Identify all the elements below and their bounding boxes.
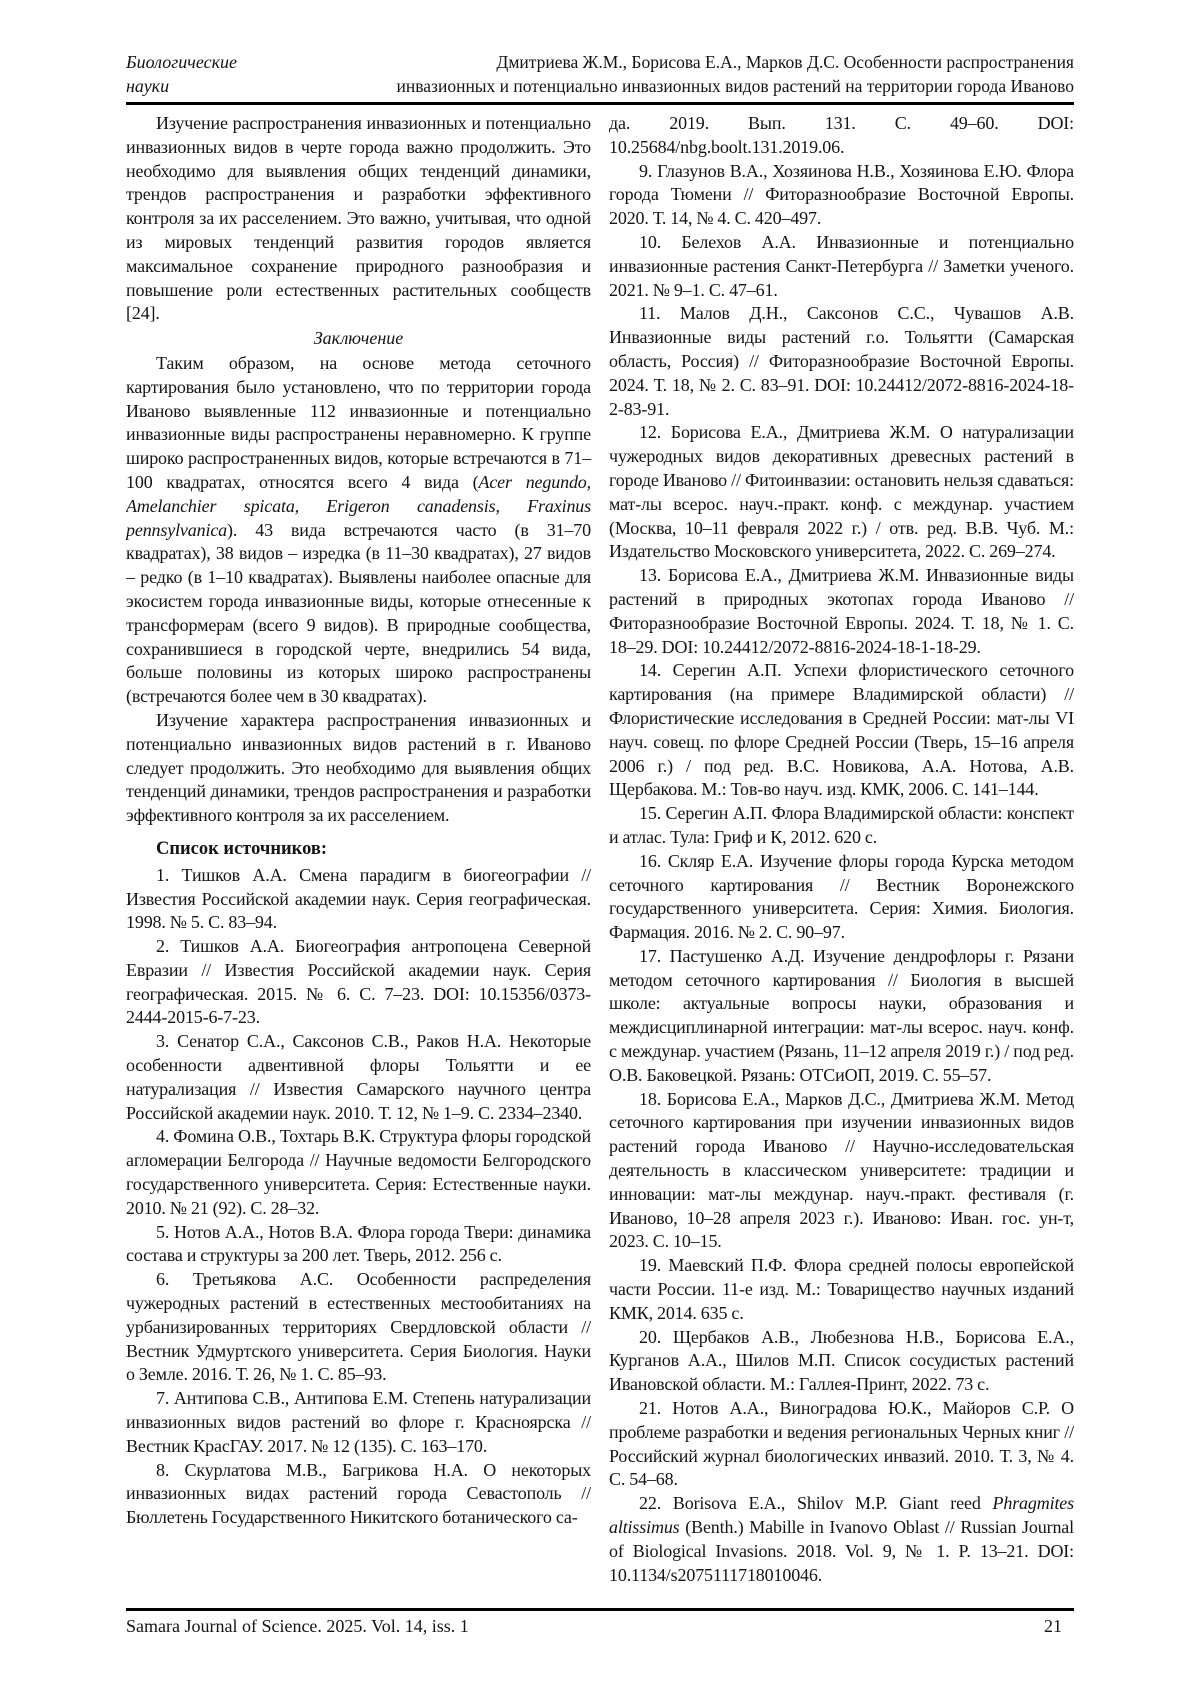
reference-item: 9. Глазунов В.А., Хозяинова Н.В., Хозяинова Е.Ю. Флора города Тюмени // Фиторазнообразие Восточной Европы. 2020. Т. 14, № 4. С. 420–497. — [609, 160, 1074, 229]
reference-item: 21. Нотов А.А., Виноградова Ю.К., Майоров С.Р. О проблеме разработки и ведения региональных Черных книг // Российский журнал биологических инвазий. 2010. Т. 3, № 4. С. 54–68. — [609, 1398, 1074, 1490]
reference-item: 15. Серегин А.П. Флора Владимирской области: конспект и атлас. Тула: Гриф и К, 2012. 620 с. — [609, 803, 1074, 847]
reference-item: 14. Серегин А.П. Успехи флористического сеточного картирования (на примере Владимирской области) // Флористические исследования в Средней России: мат-лы VI науч. совещ. по флоре Средней России (Тверь, 15–16 апреля 2006 г.) / под ред. В.С. Новикова, А.А. Нотова, А.В. Щербакова. М.: Тов-во науч. изд. КМК, 2006. С. 141–144. — [609, 660, 1074, 800]
reference-item: 20. Щербаков А.В., Любезнова Н.В., Борисова Е.А., Курганов А.А., Шилов М.П. Список сосудистых растений Ивановской области. М.: Галлея-Принт, 2022. 73 с. — [609, 1326, 1074, 1395]
reference-item — [609, 1492, 1074, 1587]
latin-species-name: Phragmites altissimus — [609, 1493, 1074, 1538]
paragraph: Изучение распространения инвазионных и потенциально инвазионных видов в черте города важно продолжить. Это необходимо для выявления общих тенденций динамики, трендов распространения и разработки эффективного контроля за их расселением. Это важно, учитывая, что одной из мировых тенденций развития городов является максимальное сохранение природного разнообразия и повышение роли естественных растительных сообществ [24]. — [126, 113, 591, 324]
header-title-line2: инвазионных и потенциально инвазионных видов растений на территории города Иваново — [396, 76, 1074, 96]
reference-item-continuation: да. 2019. Вып. 131. С. 49–60. DOI: 10.25684/nbg.boolt.131.2019.06. — [609, 113, 1074, 157]
reference-item: 7. Антипова С.В., Антипова Е.М. Степень натурализации инвазионных видов растений во флоре г. Красноярска // Вестник КрасГАУ. 2017. № 12 (135). С. 163–170. — [126, 1388, 591, 1456]
reference-item: 5. Нотов А.А., Нотов В.А. Флора города Твери: динамика состава и структуры за 200 лет. Тверь, 2012. 256 с. — [126, 1221, 591, 1266]
footer-journal-title: Samara Journal of Science. 2025. Vol. 14, iss. 1 — [126, 1616, 469, 1636]
header-section-label — [126, 50, 237, 98]
header-title-line1: Дмитриева Ж.М., Борисова Е.А., Марков Д.С. Особенности распространения — [496, 52, 1074, 72]
header-section-line1: Биологические — [126, 52, 237, 72]
reference-item: 13. Борисова Е.А., Дмитриева Ж.М. Инвазионные виды растений в природных экотопах города Иваново // Фиторазнообразие Восточной Европы. 2024. Т. 18, № 1. С. 18–29. DOI: 10.24412/2072-8816-2024-18-1-18-29. — [609, 565, 1074, 657]
reference-item: 18. Борисова Е.А., Марков Д.С., Дмитриева Ж.М. Метод сеточного картирования при изучении инвазионных видов растений города Иваново // Научно-исследовательская деятельность в классическом университете: традиции и инновации: мат-лы междунар. науч.-практ. фестиваля (г. Иваново, 10–28 апреля 2023 г.). Иваново: Иван. гос. ун-т, 2023. С. 10–15. — [609, 1088, 1074, 1252]
reference-item: 3. Сенатор С.А., Саксонов С.В., Раков Н.А. Некоторые особенности адвентивной флоры Тольятти и ее натурализация // Известия Самарского научного центра Российской академии наук. 2010. Т. 12, № 1–9. С. 2334–2340. — [126, 1031, 591, 1123]
reference-item: 11. Малов Д.Н., Саксонов С.С., Чувашов А.В. Инвазионные виды растений г.о. Тольятти (Самарская область, Россия) // Фиторазнообразие Восточной Европы. 2024. Т. 18, № 2. С. 83–91. DOI: 10.24412/2072-8816-2024-18-2-83-91. — [609, 303, 1074, 419]
right-column — [609, 112, 1074, 1615]
two-column-body — [126, 112, 1074, 1615]
reference-text: (Benth.) Mabille in Ivanovo Oblast // Russian Journal of Biological Invasions. 2018. Vol. 9, № 1. P. 13–21. DOI: 10.1134/s2075111718010046. — [609, 1517, 1074, 1585]
paragraph: Изучение характера распространения инвазионных и потенциально инвазионных видов растений в г. Иваново следует продолжить. Это необходимо для выявления общих тенденций динамики, трендов распространения и разработки эффективного контроля за их расселением. — [126, 709, 591, 826]
header-section-line2: науки — [126, 76, 170, 96]
reference-item: 1. Тишков А.А. Смена парадигм в биогеографии // Известия Российской академии наук. Серия географическая. 1998. № 5. С. 83–94. — [126, 864, 591, 933]
reference-item: 12. Борисова Е.А., Дмитриева Ж.М. О натурализации чужеродных видов декоративных древесных растений в городе Иваново // Фитоинвазии: остановить нельзя сдаваться: мат-лы всерос. науч.-практ. конф. с междунар. участием (Москва, 10–11 февраля 2022 г.) / отв. ред. В.В. Чуб. М.: Издательство Московского университета, 2022. С. 269–274. — [609, 422, 1074, 562]
reference-item: 16. Скляр Е.А. Изучение флоры города Курска методом сеточного картирования // Вестник Воронежского государственного университета. Серия: Химия. Биология. Фармация. 2016. № 2. С. 90–97. — [609, 850, 1074, 943]
left-column — [126, 112, 591, 1615]
paragraph — [126, 352, 591, 709]
reference-text: 22. Borisova E.A., Shilov M.P. Giant reed — [639, 1493, 993, 1514]
paragraph-text: ). 43 вида встречаются часто (в 31–70 квадратах), 38 видов – изредка (в 11–30 квадратах), 27 видов – редко (в 1–10 квадратах). Выявлены наиболее опасные для экосистем города инвазионные виды, которые отнесенные к трансформерам (всего 9 видов). В природные сообщества, сохранившиеся в городской черте, внедрились 54 вида, больше половины из которых широко распространены (встречаются более чем в 30 квадратах). — [126, 519, 591, 707]
page-footer — [126, 1608, 1074, 1638]
reference-item: 19. Маевский П.Ф. Флора средней полосы европейской части России. 11-е изд. М.: Товарищество научных изданий КМК, 2014. 635 с. — [609, 1255, 1074, 1323]
reference-item: 6. Третьякова А.С. Особенности распределения чужеродных растений в естественных местообитаниях на урбанизированных территориях Свердловской области // Вестник Удмуртского университета. Серия Биология. Науки о Земле. 2016. Т. 26, № 1. С. 85–93. — [126, 1269, 591, 1385]
reference-item: 2. Тишков А.А. Биогеография антропоцена Северной Евразии // Известия Российской академии наук. Серия географическая. 2015. № 6. С. 7–23. DOI: 10.15356/0373-2444-2015-6-7-23. — [126, 936, 591, 1028]
running-header — [126, 50, 1074, 105]
footer-page-number: 21 — [1044, 1616, 1062, 1636]
reference-item: 10. Белехов А.А. Инвазионные и потенциально инвазионные растения Санкт-Петербурга // Заметки ученого. 2021. № 9–1. С. 47–61. — [609, 231, 1074, 300]
reference-item: 4. Фомина О.В., Тохтарь В.К. Структура флоры городской агломерации Белгорода // Научные ведомости Белгородского государственного университета. Серия: Естественные науки. 2010. № 21 (92). С. 28–32. — [126, 1126, 591, 1218]
header-article-title — [237, 50, 1074, 98]
page-content — [126, 50, 1074, 1615]
reference-item: 8. Скурлатова М.В., Багрикова Н.А. О некоторых инвазионных видах растений города Севастополь // Бюллетень Государственного Никитского ботанического са- — [126, 1459, 591, 1528]
reference-item: 17. Пастушенко А.Д. Изучение дендрофлоры г. Рязани методом сеточного картирования // Биология в высшей школе: актуальные вопросы науки, образования и междисциплинарной интеграции: мат-лы всерос. науч. конф. с междунар. участием (Рязань, 11–12 апреля 2019 г.) / под ред. О.В. Баковецкой. Рязань: ОТСиОП, 2019. С. 55–57. — [609, 945, 1074, 1085]
references-heading: Список источников: — [156, 838, 328, 859]
conclusion-heading: Заключение — [313, 328, 404, 349]
latin-species-names: Acer negundo, Amelanchier spicata, Erigeron canadensis, Fraxinus pennsylvanica — [126, 471, 591, 540]
paragraph-text: Таким образом, на основе метода сеточного картирования было установлено, что по территории города Иваново выявленные 112 инвазионные и потенциально инвазионные виды распространены неравномерно. К группе широко распространенных видов, которые встречаются в 71–100 квадратах, относятся всего 4 вида ( — [126, 352, 591, 492]
